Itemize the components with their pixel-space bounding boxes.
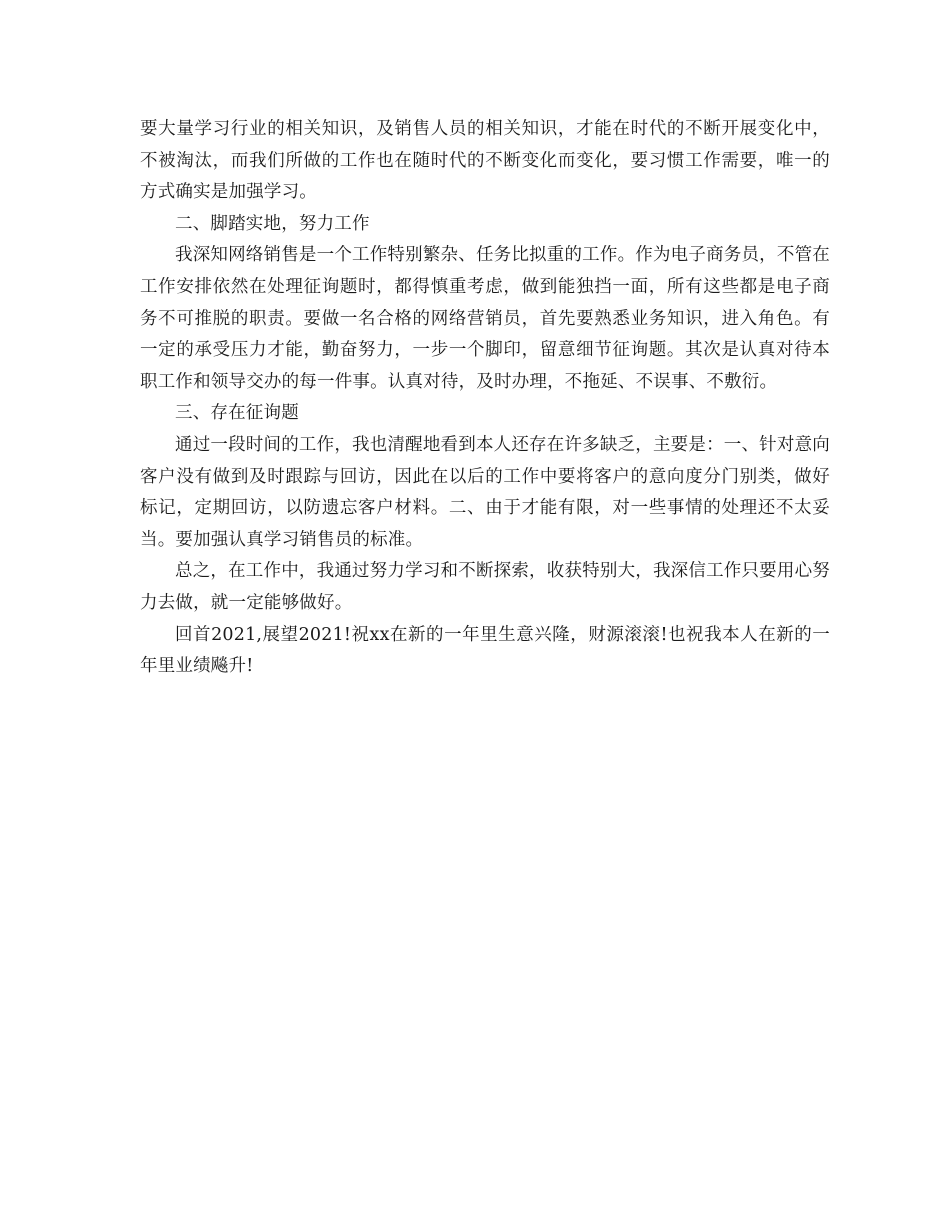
heading-work-hard: 二、脚踏实地，努力工作 <box>175 213 370 234</box>
paragraph-summary: 总之，在工作中，我通过努力学习和不断探索，收获特别大，我深信工作只要用心努力去做，就一定能够做好。 <box>140 561 830 613</box>
paragraph-learning-continued: 要大量学习行业的相关知识，及销售人员的相关知识，才能在时代的不断开展变化中，不被淘汰，而我们所做的工作也在随时代的不断变化而变化，要习惯工作需要，唯一的方式确实是加强学习。 <box>140 119 830 203</box>
paragraph-closing-wishes: 回首2021,展望2021!祝xx在新的一年里生意兴隆，财源滚滚!也祝我本人在新的一年里业绩飚升! <box>140 624 830 677</box>
paragraph-work-hard: 我深知网络销售是一个工作特别繁杂、任务比拟重的工作。作为电子商务员，不管在工作安排依然在处理征询题时，都得慎重考虑，做到能独挡一面，所有这些都是电子商务不可推脱的职责。要做一名合格的网络营销员，首先要熟悉业务知识，进入角色。有一定的承受压力才能，勤奋努力，一步一个脚印，留意细节征询题。其次是认真对待本职工作和领导交办的每一件事。认真对待，及时办理，不拖延、不误事、不敷衍。 <box>140 245 830 392</box>
document-body <box>140 114 830 683</box>
heading-problems: 三、存在征询题 <box>175 403 299 424</box>
paragraph-problems: 通过一段时间的工作，我也清醒地看到本人还存在许多缺乏，主要是：一、针对意向客户没有做到及时跟踪与回访，因此在以后的工作中要将客户的意向度分门别类，做好标记，定期回访，以防遗忘客户材料。二、由于才能有限，对一些事情的处理还不太妥当。要加强认真学习销售员的标准。 <box>140 434 830 550</box>
